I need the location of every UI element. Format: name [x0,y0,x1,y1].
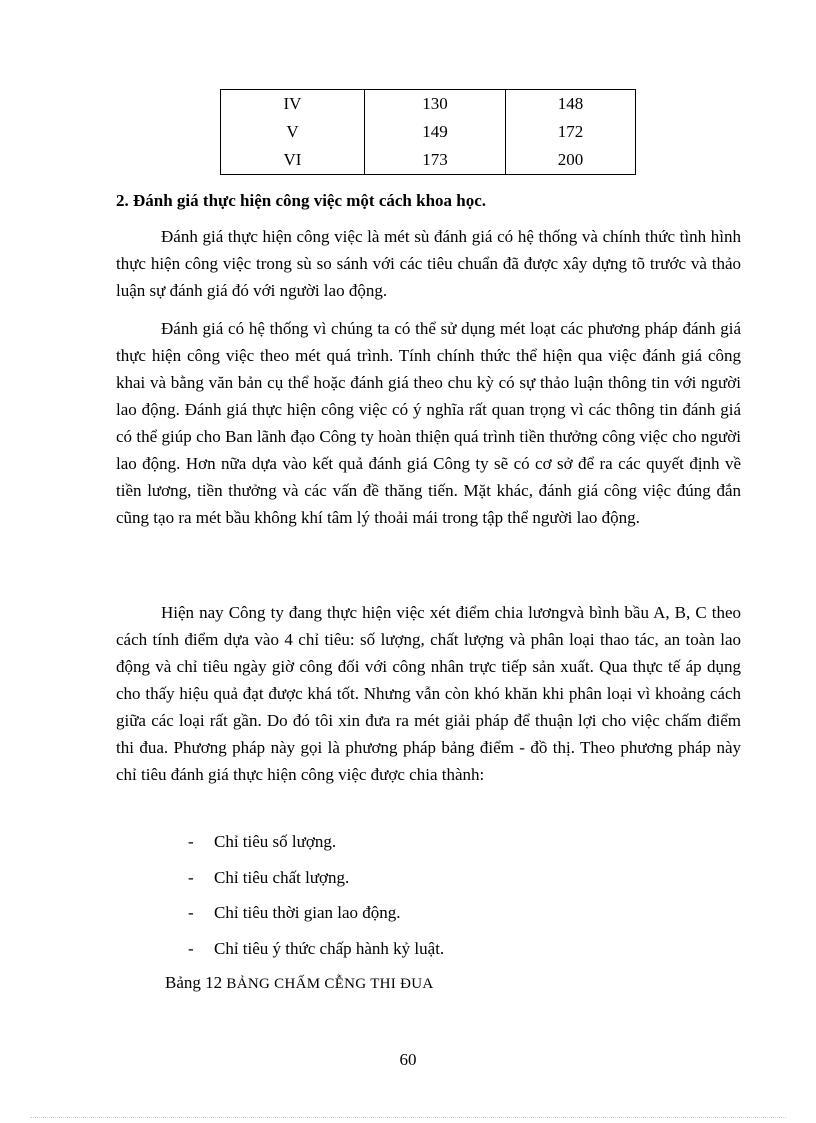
table-cell: V [221,118,365,146]
table-cell: IV [221,90,365,119]
list-item-text: Chỉ tiêu số lượng. [214,832,337,851]
bullet-dash: - [188,832,194,851]
paragraph: Đánh giá thực hiện công việc là mét sù đánh giá có hệ thống và chính thức tình hình thực hiện công việc trong sù so sánh với các tiêu chuẩn đã được xây dựng tõ trước và thảo luận sự đánh giá đó với người lao động. [116,227,741,300]
table-cell: 172 [506,118,636,146]
bullet-dash: - [188,938,194,958]
bullet-dash: - [188,867,194,887]
section-heading: 2. Đánh giá thực hiện công việc một cách khoa học. [116,191,487,210]
caption-label: Bảng 12 [165,973,223,992]
list-item-text: Chỉ tiêu thời gian lao động. [214,903,401,922]
list-item-text: Chỉ tiêu ý thức chấp hành kỷ luật. [214,938,445,958]
criteria-list [188,830,444,972]
table-cell: 173 [365,146,506,175]
table-row [221,146,636,175]
table-cell: 130 [365,90,506,119]
list-item [188,830,444,866]
paragraph: Hiện nay Công ty đang thực hiện việc xét điểm chia lươngvà bình bầu A, B, C theo cách tính điểm dựa vào 4 chỉ tiêu: số lượng, chất lượng và phân loại thao tác, an toàn lao động và chỉ tiêu ngày giờ công đối với công nhân trực tiếp sản xuất. Qua thực tế áp dụng cho thấy hiệu quả đạt được khá tốt. Nhưng vẫn còn khó khăn khi phân loại vì khoảng cách giữa các loại rất gần. Do đó tôi xin đưa ra mét giải pháp để thuận lợi cho việc chấm điểm thi đua. Phương pháp này gọi là phương pháp bảng điểm - đồ thị. Theo phương pháp này chỉ tiêu đánh giá thực hiện công việc được chia thành: [116,603,741,784]
table-caption [165,973,434,993]
table-row [221,90,636,119]
table-cell: 200 [506,146,636,175]
list-item [188,866,444,902]
paragraph: Đánh giá có hệ thống vì chúng ta có thể sử dụng mét loạt các phương pháp đánh giá thực hiện công việc theo mét quá trình. Tính chính thức thể hiện qua việc đánh giá công khai và bằng văn bản cụ thể hoặc đánh giá theo chu kỳ có sự thảo luận thông tin với người lao động. Đánh giá thực hiện công việc có ý nghĩa rất quan trọng vì các thông tin đánh giá có thể giúp cho Ban lãnh đạo Công ty hoàn thiện quá trình tiền thưởng công việc cho người lao động. Hơn nữa dựa vào kết quả đánh giá Công ty sẽ có cơ sở để ra các quyết định về tiền lương, tiền thưởng và các vấn đề thăng tiến. Mặt khác, đánh giá công việc đúng đắn cũng tạo ra mét bầu không khí tâm lý thoải mái trong tập thể người lao động. [116,319,741,527]
list-item [188,901,444,937]
table-cell: 148 [506,90,636,119]
list-item-text: Chỉ tiêu chất lượng. [214,867,350,887]
rank-table [220,89,636,175]
list-item [188,937,444,973]
caption-title: BẢNG CHẤM CỄNG THI ĐUA [226,976,434,992]
page-number: 60 [399,1050,417,1069]
page-bottom-divider [30,1117,786,1118]
table-cell: 149 [365,118,506,146]
bullet-dash: - [188,903,194,922]
table-row [221,118,636,146]
table-cell: VI [221,146,365,175]
